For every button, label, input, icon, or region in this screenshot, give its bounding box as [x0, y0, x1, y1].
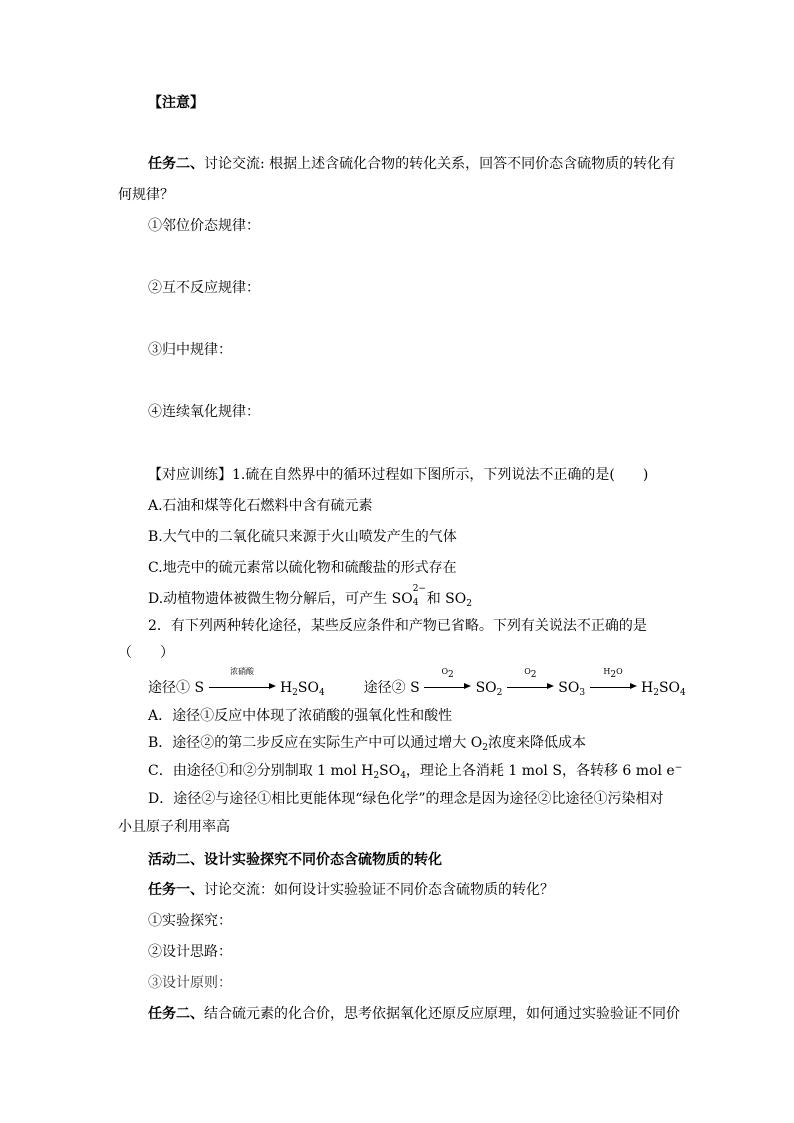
q2-option-d-line2: 小且原子利用率高	[118, 819, 230, 835]
activity2-task2-text: 结合硫元素的化合价，思考依据氧化还原反应原理，如何通过实验验证不同价	[204, 1006, 680, 1022]
route2-arrow1-label: $O_2$	[441, 667, 454, 680]
rule-comproportionation: ③归中规律：	[148, 342, 232, 358]
so2-subscript: 2	[466, 599, 472, 609]
q2-option-b: B．途径②的第二步反应在实际生产中可以通过增大 $O_2$浓度来降低成本	[148, 735, 586, 753]
q1-option-d: D.动植物遗体被微生物分解后，可产生 SO 2− 4 和 $SO_2$	[148, 584, 472, 609]
route1-sulfur: S	[194, 680, 205, 696]
route2-label: 途径②	[363, 680, 406, 696]
route2-h2so4: $H_2SO_4$	[641, 680, 686, 698]
task2-text-line1: 讨论交流: 根据上述含硫化合物的转化关系，回答不同价态含硫物质的转化有	[204, 156, 676, 172]
note-heading: 【注意】	[148, 95, 204, 111]
rule-continuous-oxidation: ④连续氧化规律：	[148, 404, 260, 420]
q1-option-b: B.大气中的二氧化硫只来源于火山喷发产生的气体	[148, 529, 457, 545]
route2-arrow-2	[507, 667, 554, 697]
route2-arrow-3	[590, 667, 637, 697]
route1-arrow	[209, 667, 276, 697]
q2-c-pre: C．由途径①和②分别制取 1 mol H	[148, 763, 374, 779]
activity2-title: 活动二、设计实验探究不同价态含硫物质的转化	[148, 852, 442, 868]
q2-option-d-line1: D．途径②与途径①相比更能体现“绿色化学”的理念是因为途径②比途径①污染相对	[148, 791, 664, 807]
activity2-item-design-idea: ②设计思路：	[148, 944, 232, 960]
route1-label: 途径①	[148, 680, 190, 696]
q1-d-text: D.动植物遗体被微生物分解后，可产生 SO	[148, 591, 413, 607]
task2-line1	[148, 155, 675, 173]
activity2-task2-label: 任务二、	[148, 1006, 204, 1022]
route2-arrow2-label: $O_2$	[524, 667, 537, 680]
rule-no-reaction: ②互不反应规律：	[148, 280, 260, 296]
q1-option-c: C.地壳中的硫元素常以硫化物和硫酸盐的形式存在	[148, 560, 457, 576]
q2-stem-line1: 2．有下列两种转化途径，某些反应条件和产物已省略。下列有关说法不正确的是	[148, 618, 647, 634]
route2-arrow3-label: $H_2O$	[603, 667, 623, 680]
activity2-task1-label: 任务一、	[148, 882, 204, 898]
activity2-item-experiment: ①实验探究：	[148, 913, 232, 929]
activity2-task1	[148, 881, 554, 899]
q2-stem-line2: （ ）	[118, 645, 174, 661]
q1-stem: 1.硫在自然界中的循环过程如下图所示，下列说法不正确的是( )	[232, 467, 649, 483]
q2-b-pre: B．途径②的第二步反应在实际生产中可以通过增大 O	[148, 735, 483, 751]
task2-text-line2: 何规律？	[118, 187, 174, 203]
q1-d-and: 和 SO	[426, 591, 467, 607]
q2-b-post: 浓度来降低成本	[487, 735, 586, 751]
route2-arrow-1	[424, 667, 471, 697]
q2-option-c: C．由途径①和②分别制取 1 mol $H_2SO_4$，理论上各消耗 1 mol S，各转移 6 mol e−	[148, 763, 683, 781]
q1-option-a: A.石油和煤等化石燃料中含有硫元素	[148, 498, 373, 514]
rule-adjacent: ①邻位价态规律：	[148, 218, 260, 234]
route1-product: $H_2SO_4$	[279, 680, 325, 698]
activity2-item-design-principle: ③设计原则：	[148, 975, 232, 991]
conversion-routes	[148, 667, 686, 698]
route2-so3: $SO_3$	[558, 680, 586, 698]
route2-so2: $SO_2$	[475, 680, 503, 698]
route2-sulfur: S	[410, 680, 420, 696]
q2-c-mid: ，理论上各消耗 1 mol S，各转移 6 mol e	[405, 763, 675, 779]
activity2-task2	[148, 1005, 680, 1023]
q2-option-a: A．途径①反应中体现了浓硝酸的强氧化性和酸性	[148, 708, 453, 724]
q1-stem-line	[148, 466, 648, 484]
activity2-task1-text: 讨论交流：如何设计实验验证不同价态含硫物质的转化？	[204, 882, 554, 898]
route1-arrow-label: 浓硝酸	[230, 667, 254, 676]
exercise-prefix: 【对应训练】	[148, 467, 232, 483]
task2-label: 任务二、	[148, 156, 204, 172]
electron-charge: −	[674, 763, 683, 773]
